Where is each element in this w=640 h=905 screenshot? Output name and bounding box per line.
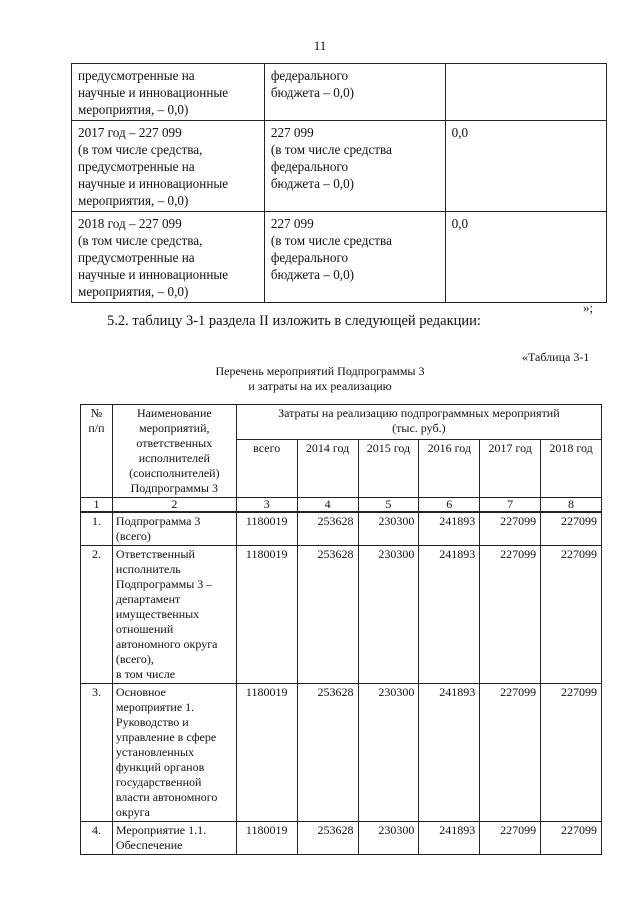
budget-cell-line: (в том числе средства, <box>78 233 203 248</box>
budget-cell-line: 0,0 <box>451 216 469 231</box>
budget-continuation-table <box>71 63 607 303</box>
budget-cell-line: 2017 год – 227 099 <box>78 125 182 140</box>
header-year: всего <box>236 440 297 498</box>
column-index: 8 <box>541 498 602 513</box>
header-activity-line: мероприятий, <box>139 421 210 435</box>
budget-cell-line: 0,0 <box>451 125 469 140</box>
column-index: 4 <box>297 498 358 513</box>
cost-value: 241893 <box>419 546 480 684</box>
cost-value: 1180019 <box>236 512 297 546</box>
header-activity-line: исполнителей <box>138 451 210 465</box>
header-costs-line: (тыс. руб.) <box>392 421 446 435</box>
activity-name-line: мероприятие 1. <box>115 700 195 714</box>
activities-cost-table <box>80 404 602 855</box>
cost-value: 241893 <box>419 822 480 855</box>
cost-value: 253628 <box>297 512 358 546</box>
budget-cell-line: федерального <box>270 159 349 174</box>
cost-value: 1180019 <box>236 546 297 684</box>
column-index: 7 <box>480 498 541 513</box>
budget-cell <box>445 121 606 212</box>
budget-cell-line: предусмотренные на <box>78 250 195 265</box>
budget-cell-line: мероприятия, – 0,0) <box>78 193 189 208</box>
budget-row <box>72 64 607 121</box>
budget-cell-line: мероприятия, – 0,0) <box>78 284 189 299</box>
header-year: 2014 год <box>297 440 358 498</box>
budget-cell-line: научные и инновационные <box>78 176 229 191</box>
header-activity-line: Наименование <box>136 406 212 420</box>
header-activity-line: Подпрограммы 3 <box>130 481 218 495</box>
cost-value: 241893 <box>419 684 480 822</box>
activity-name-line: (всего) <box>115 529 151 543</box>
cost-value: 253628 <box>297 546 358 684</box>
activity-name <box>112 546 236 684</box>
activity-name-line: (всего), <box>115 652 154 666</box>
activity-name-line: исполнитель <box>115 562 181 576</box>
header-number-line: № <box>90 406 103 420</box>
cost-value: 227099 <box>480 512 541 546</box>
budget-cell-line: (в том числе средства <box>270 233 392 248</box>
row-number: 1. <box>81 512 113 546</box>
activity-name-line: округа <box>115 805 150 819</box>
cost-value: 227099 <box>541 512 602 546</box>
budget-row <box>72 212 607 303</box>
row-number: 2. <box>81 546 113 684</box>
budget-cell <box>264 212 445 303</box>
activity-name-line: государственной <box>115 775 202 789</box>
cost-value: 227099 <box>541 684 602 822</box>
budget-cell-line: бюджета – 0,0) <box>270 267 355 282</box>
activity-name-line: установленных <box>115 745 195 759</box>
activity-name-line: имущественных <box>115 607 200 621</box>
closing-quote: »; <box>583 300 594 315</box>
budget-cell-line: мероприятия, – 0,0) <box>78 102 189 117</box>
budget-cell-line: бюджета – 0,0) <box>270 85 355 100</box>
table-title <box>0 364 640 394</box>
table-title-line: и затраты на их реализацию <box>248 379 392 393</box>
activity-name-line: в том числе <box>115 667 176 681</box>
activity-name-line: Ответственный <box>115 547 195 561</box>
header-number <box>81 405 113 498</box>
header-costs <box>236 405 601 440</box>
activity-name-line: Мероприятие 1.1. <box>115 823 207 837</box>
activity-name-line: департамент <box>115 592 181 606</box>
activity-name-line: управление в сфере <box>115 730 217 744</box>
section-instruction: 5.2. таблицу 3-1 раздела II изложить в следующей редакции: <box>107 313 481 329</box>
cost-value: 230300 <box>358 684 419 822</box>
table-row <box>81 546 602 684</box>
budget-cell-line: научные и инновационные <box>78 267 229 282</box>
activity-name <box>112 822 236 855</box>
budget-cell <box>72 121 265 212</box>
budget-cell <box>445 64 606 121</box>
table-row <box>81 684 602 822</box>
page-number: 11 <box>313 38 327 53</box>
budget-cell-line: 227 099 <box>270 125 314 140</box>
cost-value: 1180019 <box>236 684 297 822</box>
budget-cell <box>264 64 445 121</box>
header-year: 2016 год <box>419 440 480 498</box>
column-index: 1 <box>81 498 113 513</box>
header-costs-line: Затраты на реализацию подпрограммных мероприятий <box>278 406 560 420</box>
header-activity-line: (соисполнителей) <box>129 466 220 480</box>
activity-name <box>112 684 236 822</box>
budget-cell-line: научные и инновационные <box>78 85 229 100</box>
cost-value: 1180019 <box>236 822 297 855</box>
header-number-line: п/п <box>88 421 105 435</box>
header-year: 2017 год <box>480 440 541 498</box>
header-activity-line: ответственных <box>136 436 213 450</box>
budget-cell <box>72 212 265 303</box>
cost-value: 227099 <box>541 546 602 684</box>
activity-name-line: отношений <box>115 622 174 636</box>
activity-name <box>112 512 236 546</box>
row-number: 4. <box>81 822 113 855</box>
cost-value: 230300 <box>358 546 419 684</box>
cost-value: 253628 <box>297 684 358 822</box>
budget-cell <box>72 64 265 121</box>
activity-name-line: Подпрограмма 3 <box>115 514 201 528</box>
budget-cell-line: федерального <box>270 68 349 83</box>
budget-cell-line: бюджета – 0,0) <box>270 176 355 191</box>
table-row <box>81 512 602 546</box>
cost-value: 241893 <box>419 512 480 546</box>
budget-cell <box>445 212 606 303</box>
header-year: 2015 год <box>358 440 419 498</box>
column-index: 5 <box>358 498 419 513</box>
cost-value: 230300 <box>358 512 419 546</box>
cost-value: 227099 <box>541 822 602 855</box>
header-activity-name <box>112 405 236 498</box>
table-title-line: Перечень мероприятий Подпрограммы 3 <box>215 364 425 378</box>
table-row <box>81 822 602 855</box>
column-index-row <box>81 498 602 513</box>
activity-name-line: Руководство и <box>115 715 189 729</box>
cost-value: 253628 <box>297 822 358 855</box>
activity-name-line: автономного округа <box>115 637 218 651</box>
budget-cell-line: 2018 год – 227 099 <box>78 216 182 231</box>
activity-name-line: Обеспечение <box>115 838 183 852</box>
budget-cell-line: федерального <box>270 250 349 265</box>
column-index: 3 <box>236 498 297 513</box>
header-year: 2018 год <box>541 440 602 498</box>
budget-cell-line: предусмотренные на <box>78 68 195 83</box>
activity-name-line: функций органов <box>115 760 205 774</box>
budget-cell <box>264 121 445 212</box>
budget-row <box>72 121 607 212</box>
cost-value: 227099 <box>480 546 541 684</box>
cost-value: 227099 <box>480 822 541 855</box>
budget-cell-line: (в том числе средства <box>270 142 392 157</box>
column-index: 6 <box>419 498 480 513</box>
activity-name-line: Подпрограммы 3 – <box>115 577 213 591</box>
activity-name-line: власти автономного <box>115 790 218 804</box>
cost-value: 227099 <box>480 684 541 822</box>
activity-name-line: Основное <box>115 685 166 699</box>
budget-cell-line: (в том числе средства, <box>78 142 203 157</box>
column-index: 2 <box>112 498 236 513</box>
budget-cell-line: 227 099 <box>270 216 314 231</box>
cost-value: 230300 <box>358 822 419 855</box>
budget-cell-line: предусмотренные на <box>78 159 195 174</box>
row-number: 3. <box>81 684 113 822</box>
table-reference: «Таблица 3-1 <box>522 350 590 364</box>
